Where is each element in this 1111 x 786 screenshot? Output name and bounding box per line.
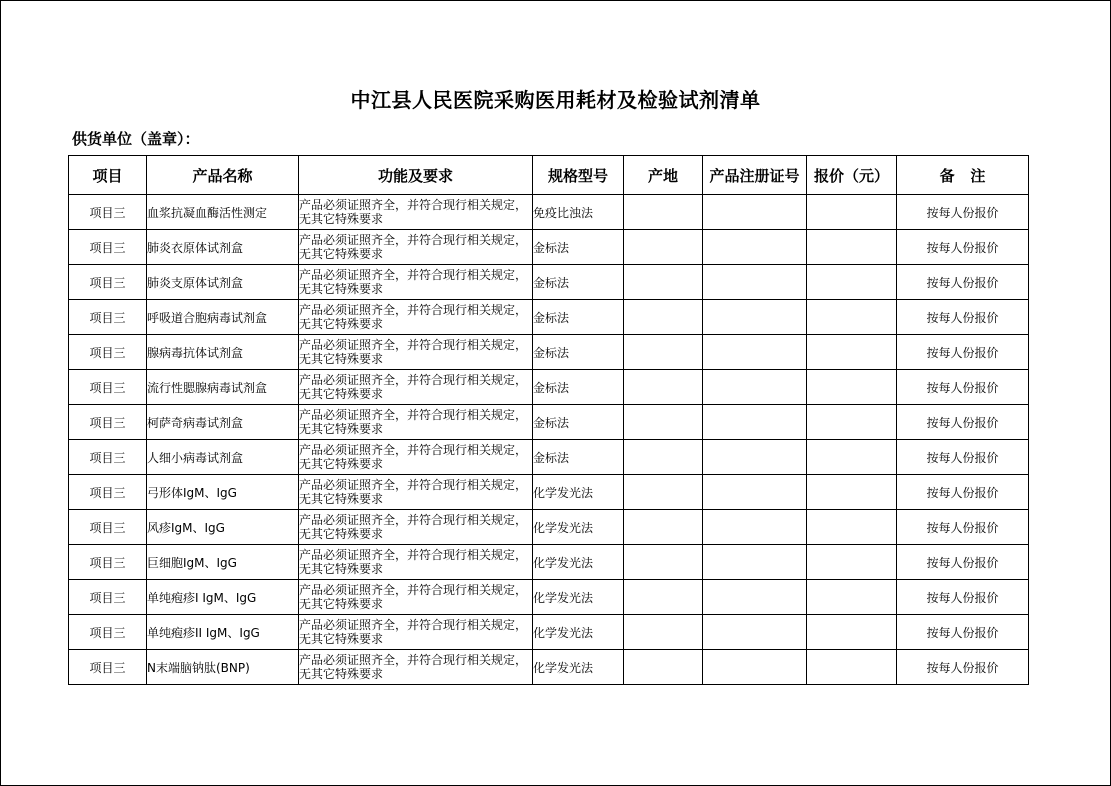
cell-price bbox=[807, 475, 897, 510]
cell-price bbox=[807, 615, 897, 650]
cell-item: 项目三 bbox=[69, 545, 147, 580]
cell-function: 产品必须证照齐全，并符合现行相关规定，无其它特殊要求 bbox=[299, 265, 533, 300]
header-function: 功能及要求 bbox=[299, 156, 533, 195]
cell-item: 项目三 bbox=[69, 335, 147, 370]
cell-spec: 化学发光法 bbox=[533, 650, 624, 685]
cell-price bbox=[807, 440, 897, 475]
cell-item: 项目三 bbox=[69, 615, 147, 650]
cell-spec: 化学发光法 bbox=[533, 475, 624, 510]
cell-product-name: 人细小病毒试剂盒 bbox=[147, 440, 299, 475]
table-row bbox=[69, 475, 1029, 510]
cell-reg-no bbox=[703, 475, 807, 510]
cell-function: 产品必须证照齐全，并符合现行相关规定，无其它特殊要求 bbox=[299, 300, 533, 335]
cell-spec: 金标法 bbox=[533, 335, 624, 370]
procurement-table bbox=[68, 155, 1029, 685]
cell-reg-no bbox=[703, 265, 807, 300]
cell-product-name: 巨细胞IgM、IgG bbox=[147, 545, 299, 580]
table-row bbox=[69, 195, 1029, 230]
cell-item: 项目三 bbox=[69, 230, 147, 265]
cell-origin bbox=[624, 440, 703, 475]
cell-product-name: 流行性腮腺病毒试剂盒 bbox=[147, 370, 299, 405]
cell-product-name: 血浆抗凝血酶活性测定 bbox=[147, 195, 299, 230]
cell-reg-no bbox=[703, 545, 807, 580]
header-reg-no: 产品注册证号 bbox=[703, 156, 807, 195]
cell-spec: 化学发光法 bbox=[533, 545, 624, 580]
cell-remark: 按每人份报价 bbox=[897, 580, 1029, 615]
table-row bbox=[69, 650, 1029, 685]
cell-reg-no bbox=[703, 300, 807, 335]
cell-price bbox=[807, 510, 897, 545]
cell-product-name: 腺病毒抗体试剂盒 bbox=[147, 335, 299, 370]
cell-item: 项目三 bbox=[69, 265, 147, 300]
cell-reg-no bbox=[703, 335, 807, 370]
cell-item: 项目三 bbox=[69, 650, 147, 685]
header-item: 项目 bbox=[69, 156, 147, 195]
table-row bbox=[69, 370, 1029, 405]
cell-price bbox=[807, 545, 897, 580]
cell-remark: 按每人份报价 bbox=[897, 195, 1029, 230]
cell-reg-no bbox=[703, 440, 807, 475]
cell-remark: 按每人份报价 bbox=[897, 335, 1029, 370]
table-row bbox=[69, 335, 1029, 370]
cell-item: 项目三 bbox=[69, 510, 147, 545]
cell-spec: 金标法 bbox=[533, 440, 624, 475]
cell-spec: 金标法 bbox=[533, 370, 624, 405]
cell-product-name: 呼吸道合胞病毒试剂盒 bbox=[147, 300, 299, 335]
cell-remark: 按每人份报价 bbox=[897, 475, 1029, 510]
cell-item: 项目三 bbox=[69, 475, 147, 510]
cell-origin bbox=[624, 300, 703, 335]
cell-item: 项目三 bbox=[69, 580, 147, 615]
cell-remark: 按每人份报价 bbox=[897, 440, 1029, 475]
cell-product-name: 柯萨奇病毒试剂盒 bbox=[147, 405, 299, 440]
cell-remark: 按每人份报价 bbox=[897, 510, 1029, 545]
cell-origin bbox=[624, 370, 703, 405]
cell-item: 项目三 bbox=[69, 300, 147, 335]
cell-remark: 按每人份报价 bbox=[897, 265, 1029, 300]
cell-reg-no bbox=[703, 650, 807, 685]
cell-function: 产品必须证照齐全，并符合现行相关规定，无其它特殊要求 bbox=[299, 545, 533, 580]
cell-origin bbox=[624, 230, 703, 265]
cell-origin bbox=[624, 335, 703, 370]
cell-origin bbox=[624, 545, 703, 580]
cell-item: 项目三 bbox=[69, 440, 147, 475]
cell-reg-no bbox=[703, 580, 807, 615]
cell-reg-no bbox=[703, 405, 807, 440]
cell-remark: 按每人份报价 bbox=[897, 230, 1029, 265]
table-row bbox=[69, 510, 1029, 545]
cell-spec: 化学发光法 bbox=[533, 580, 624, 615]
cell-product-name: 风疹IgM、IgG bbox=[147, 510, 299, 545]
cell-origin bbox=[624, 650, 703, 685]
cell-price bbox=[807, 405, 897, 440]
cell-product-name: 肺炎支原体试剂盒 bbox=[147, 265, 299, 300]
cell-reg-no bbox=[703, 510, 807, 545]
cell-price bbox=[807, 650, 897, 685]
cell-spec: 化学发光法 bbox=[533, 615, 624, 650]
supplier-label: 供货单位（盖章）： bbox=[72, 130, 200, 148]
cell-price bbox=[807, 335, 897, 370]
cell-product-name: 单纯疱疹II IgM、IgG bbox=[147, 615, 299, 650]
cell-price bbox=[807, 370, 897, 405]
cell-origin bbox=[624, 510, 703, 545]
header-row bbox=[69, 156, 1029, 195]
cell-reg-no bbox=[703, 370, 807, 405]
table-row bbox=[69, 230, 1029, 265]
cell-spec: 金标法 bbox=[533, 230, 624, 265]
table-row bbox=[69, 545, 1029, 580]
cell-function: 产品必须证照齐全，并符合现行相关规定，无其它特殊要求 bbox=[299, 475, 533, 510]
table-row bbox=[69, 615, 1029, 650]
cell-function: 产品必须证照齐全，并符合现行相关规定，无其它特殊要求 bbox=[299, 230, 533, 265]
cell-remark: 按每人份报价 bbox=[897, 545, 1029, 580]
document-title: 中江县人民医院采购医用耗材及检验试剂清单 bbox=[350, 88, 761, 112]
cell-price bbox=[807, 300, 897, 335]
cell-spec: 金标法 bbox=[533, 405, 624, 440]
header-origin: 产地 bbox=[624, 156, 703, 195]
cell-product-name: 弓形体IgM、IgG bbox=[147, 475, 299, 510]
header-name: 产品名称 bbox=[147, 156, 299, 195]
cell-function: 产品必须证照齐全，并符合现行相关规定，无其它特殊要求 bbox=[299, 615, 533, 650]
table-row bbox=[69, 405, 1029, 440]
cell-remark: 按每人份报价 bbox=[897, 300, 1029, 335]
table-row bbox=[69, 300, 1029, 335]
cell-spec: 金标法 bbox=[533, 300, 624, 335]
cell-spec: 化学发光法 bbox=[533, 510, 624, 545]
cell-function: 产品必须证照齐全，并符合现行相关规定，无其它特殊要求 bbox=[299, 405, 533, 440]
cell-price bbox=[807, 195, 897, 230]
cell-function: 产品必须证照齐全，并符合现行相关规定，无其它特殊要求 bbox=[299, 335, 533, 370]
cell-product-name: 肺炎衣原体试剂盒 bbox=[147, 230, 299, 265]
cell-reg-no bbox=[703, 230, 807, 265]
cell-item: 项目三 bbox=[69, 195, 147, 230]
table-row bbox=[69, 440, 1029, 475]
cell-price bbox=[807, 265, 897, 300]
cell-remark: 按每人份报价 bbox=[897, 650, 1029, 685]
cell-item: 项目三 bbox=[69, 370, 147, 405]
cell-function: 产品必须证照齐全，并符合现行相关规定，无其它特殊要求 bbox=[299, 440, 533, 475]
cell-remark: 按每人份报价 bbox=[897, 370, 1029, 405]
cell-price bbox=[807, 230, 897, 265]
cell-function: 产品必须证照齐全，并符合现行相关规定，无其它特殊要求 bbox=[299, 580, 533, 615]
cell-remark: 按每人份报价 bbox=[897, 615, 1029, 650]
cell-reg-no bbox=[703, 195, 807, 230]
cell-function: 产品必须证照齐全，并符合现行相关规定，无其它特殊要求 bbox=[299, 510, 533, 545]
cell-function: 产品必须证照齐全，并符合现行相关规定，无其它特殊要求 bbox=[299, 370, 533, 405]
table-body bbox=[69, 195, 1029, 685]
cell-origin bbox=[624, 580, 703, 615]
cell-origin bbox=[624, 475, 703, 510]
cell-origin bbox=[624, 265, 703, 300]
cell-remark: 按每人份报价 bbox=[897, 405, 1029, 440]
cell-product-name: 单纯疱疹I IgM、IgG bbox=[147, 580, 299, 615]
cell-function: 产品必须证照齐全，并符合现行相关规定，无其它特殊要求 bbox=[299, 195, 533, 230]
cell-spec: 免疫比浊法 bbox=[533, 195, 624, 230]
cell-origin bbox=[624, 405, 703, 440]
header-remark: 备 注 bbox=[897, 156, 1029, 195]
cell-spec: 金标法 bbox=[533, 265, 624, 300]
cell-origin bbox=[624, 195, 703, 230]
cell-origin bbox=[624, 615, 703, 650]
cell-product-name: N末端脑钠肽(BNP) bbox=[147, 650, 299, 685]
table-row bbox=[69, 580, 1029, 615]
header-price: 报价（元） bbox=[807, 156, 897, 195]
cell-function: 产品必须证照齐全，并符合现行相关规定，无其它特殊要求 bbox=[299, 650, 533, 685]
table-row bbox=[69, 265, 1029, 300]
cell-item: 项目三 bbox=[69, 405, 147, 440]
cell-reg-no bbox=[703, 615, 807, 650]
header-spec: 规格型号 bbox=[533, 156, 624, 195]
cell-price bbox=[807, 580, 897, 615]
